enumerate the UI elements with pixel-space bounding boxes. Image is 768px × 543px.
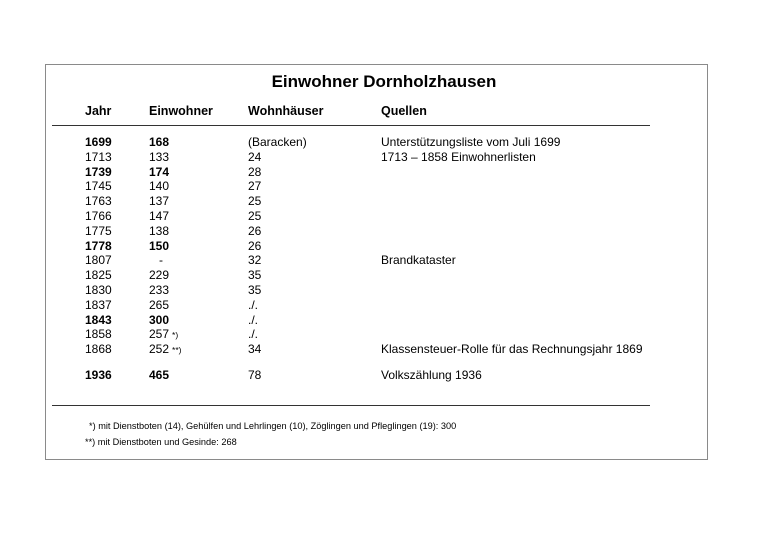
table-row [0, 327, 768, 342]
cell-einwohner [149, 135, 169, 150]
cell-wohnhaeuser: 28 [248, 164, 262, 179]
cell-quelle: 1713 – 1858 Einwohnerlisten [381, 149, 536, 164]
cell-einwohner [149, 298, 169, 313]
cell-einwohner [149, 239, 169, 254]
cell-jahr: 1825 [85, 268, 112, 283]
table-row [0, 194, 768, 209]
cell-jahr: 1745 [85, 179, 112, 194]
cell-wohnhaeuser: (Baracken) [248, 135, 307, 149]
cell-wohnhaeuser: 24 [248, 149, 262, 164]
cell-wohnhaeuser: 78 [248, 367, 262, 382]
cell-quelle: Klassensteuer-Rolle für das Rechnungsjahr 1869 [381, 342, 643, 357]
table-row [0, 368, 768, 383]
footnote-2: **) mit Dienstboten und Gesinde: 268 [85, 437, 237, 447]
table-row [0, 209, 768, 224]
cell-einwohner [149, 209, 169, 224]
cell-einwohner [149, 253, 163, 268]
cell-jahr: 1739 [85, 164, 112, 179]
cell-jahr: 1830 [85, 282, 112, 297]
cell-jahr: 1837 [85, 297, 112, 312]
cell-jahr: 1807 [85, 253, 112, 268]
cell-jahr: 1858 [85, 327, 112, 342]
header-wohnhaeuser: Wohnhäuser [248, 104, 324, 118]
table-row [0, 268, 768, 283]
table-row [0, 342, 768, 357]
cell-jahr: 1699 [85, 135, 112, 149]
einwohner-value: 137 [149, 194, 170, 209]
cell-jahr: 1775 [85, 223, 112, 238]
cell-wohnhaeuser: 25 [248, 208, 262, 223]
header-quellen: Quellen [381, 104, 427, 118]
einwohner-value: 265 [149, 297, 170, 312]
table-row [0, 313, 768, 328]
table-row [0, 298, 768, 313]
cell-wohnhaeuser: 32 [248, 253, 262, 268]
table-row [0, 179, 768, 194]
cell-jahr: 1778 [85, 238, 112, 253]
cell-wohnhaeuser: ./. [248, 327, 259, 342]
einwohner-value: 257 [149, 327, 170, 342]
cell-jahr: 1766 [85, 208, 112, 223]
cell-einwohner [149, 313, 169, 328]
header-jahr: Jahr [85, 104, 112, 118]
header-einwohner: Einwohner [149, 104, 213, 118]
cell-wohnhaeuser: 34 [248, 342, 262, 357]
cell-einwohner [149, 165, 169, 180]
einwohner-value: 147 [149, 208, 170, 223]
einwohner-value: 252 [149, 342, 170, 357]
header-divider [52, 125, 650, 126]
einwohner-value: 150 [149, 238, 170, 253]
table-row [0, 150, 768, 165]
cell-jahr: 1713 [85, 149, 112, 164]
cell-quelle: Volkszählung 1936 [381, 367, 482, 382]
cell-wohnhaeuser: 35 [248, 268, 262, 283]
einwohner-value: 133 [149, 149, 170, 164]
table-row [0, 253, 768, 268]
table-body [0, 135, 768, 383]
cell-einwohner [149, 194, 169, 209]
einwohner-value: 174 [149, 164, 170, 179]
einwohner-value: 168 [149, 135, 170, 149]
cell-quelle: Unterstützungsliste vom Juli 1699 [381, 135, 561, 149]
einwohner-value: 465 [149, 367, 170, 382]
cell-wohnhaeuser: 26 [248, 223, 262, 238]
cell-wohnhaeuser: ./. [248, 312, 259, 327]
cell-jahr: 1868 [85, 342, 112, 357]
footnote-1: *) mit Dienstboten (14), Gehülfen und Lehrlingen (10), Zöglingen und Pfleglingen (19): 300 [89, 421, 457, 431]
einwohner-value: - [149, 253, 163, 268]
footer-divider [52, 405, 650, 406]
table-row [0, 135, 768, 150]
footnote-marker: **) [172, 345, 182, 356]
cell-einwohner [149, 150, 169, 165]
page-title: Einwohner Dornholzhausen [271, 72, 497, 91]
cell-wohnhaeuser: ./. [248, 297, 259, 312]
cell-jahr: 1763 [85, 194, 112, 209]
cell-jahr: 1936 [85, 367, 112, 382]
cell-einwohner [149, 179, 169, 194]
cell-einwohner [149, 268, 169, 283]
cell-einwohner [149, 283, 169, 298]
einwohner-value: 138 [149, 223, 170, 238]
cell-einwohner [149, 342, 181, 358]
einwohner-value: 140 [149, 179, 170, 194]
table-row [0, 239, 768, 254]
table-row [0, 283, 768, 298]
table-row [0, 224, 768, 239]
cell-wohnhaeuser: 25 [248, 194, 262, 209]
cell-einwohner [149, 368, 169, 383]
table-row [0, 165, 768, 180]
cell-quelle: Brandkataster [381, 253, 456, 268]
cell-einwohner [149, 327, 178, 343]
einwohner-value: 233 [149, 282, 170, 297]
cell-wohnhaeuser: 35 [248, 282, 262, 297]
cell-jahr: 1843 [85, 312, 112, 327]
cell-wohnhaeuser: 26 [248, 238, 262, 253]
footnote-marker: *) [172, 330, 179, 341]
einwohner-value: 300 [149, 312, 170, 327]
cell-einwohner [149, 224, 169, 239]
cell-wohnhaeuser: 27 [248, 179, 262, 194]
einwohner-value: 229 [149, 268, 170, 283]
